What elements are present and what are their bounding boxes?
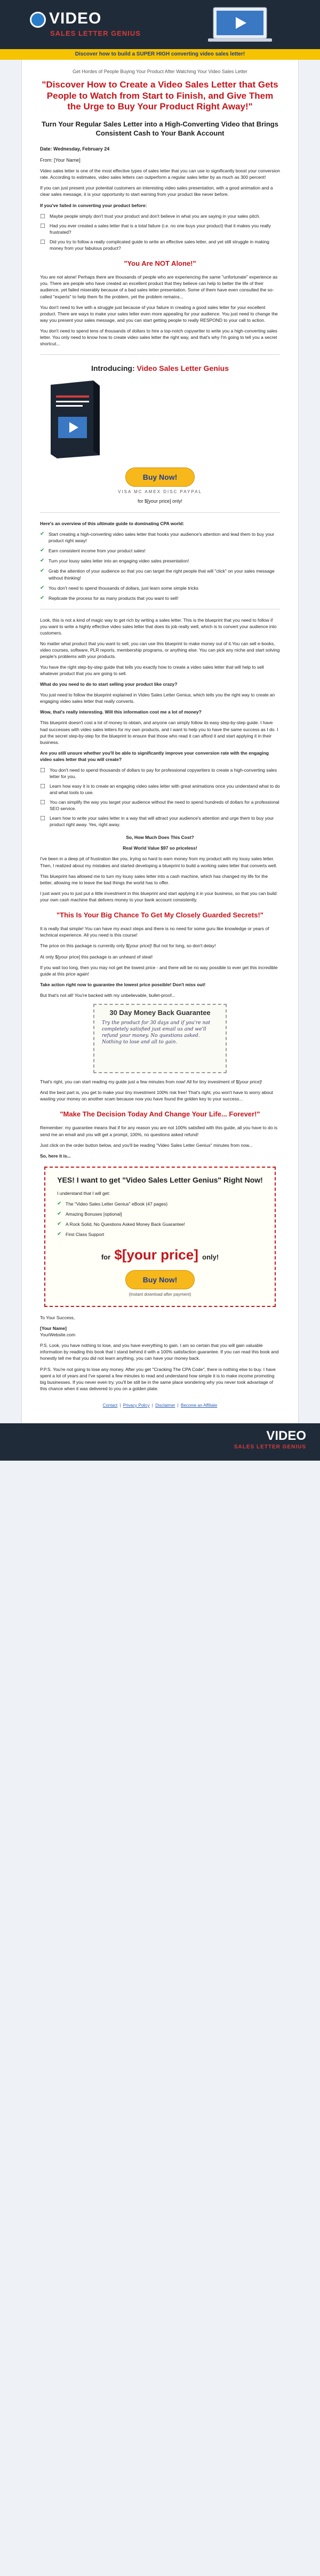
not-alone-paragraph-3: You don't need to spend tens of thousands of dollars to hire a top-notch copywriter to write you a high-converting sales letter. You only need to know how to create video sales letter the right way, and that's why I'm going to tell you a secret shortcut... <box>40 328 277 346</box>
pre-headline: Get Hordes of People Buying Your Product After Watching Your Video Sales Letter <box>73 69 247 74</box>
list-item: ✔ Earn consistent income from your product sales! <box>40 548 280 554</box>
guarded-paragraph-2: The price on this package is currently only $[your price]! But not for long, so don't delay! <box>40 943 216 949</box>
list-item: ✔ Replicate the process for as many products that you want to sell! <box>40 595 280 601</box>
introducing-heading: Introducing: Video Sales Letter Genius <box>91 363 229 372</box>
intro-paragraph-1: Video sales letter is one of the most effective types of sales letter that you can use to significantly boost your conversion rate. According to estimates, video sales letters can outperform a regular sales letter by as much as 300 percent! <box>40 168 280 180</box>
footer-link-disclaimer[interactable]: Disclaimer <box>155 1402 175 1408</box>
decision-paragraph-3: So, here it is... <box>40 1153 71 1159</box>
top-banner-strip: Discover how to build a SUPER HIGH converting video sales letter! <box>0 49 320 60</box>
body-paragraph-3: You have the right step-by-step guide that tells you exactly how to create a video sales letter that will help to sell whatever product that you are going to sell. <box>40 664 264 677</box>
page-header <box>0 0 320 49</box>
guarded-paragraph-1: It is really that simple! You can have my exact steps and there is no need for some guru like knowledge or years of technical experience. All you need is this course! <box>40 926 269 938</box>
list-item: ☐ Maybe people simply don't trust your product and don't believe in what you are saying in your sales pitch. <box>40 213 280 219</box>
body-question-2: Are you still unsure whether you'll be able to significantly improve your conversion rate with the engaging video sales letter that you will create? <box>40 750 269 762</box>
ps-paragraph: P.S. Look, you have nothing to lose, and you have everything to gain. I am so certain that you will gain valuable information by reading this book that I stand behind it with a 100% satisfaction guarantee. If you can read this book and honestly tell me that you did not learn anything, you can have your money back. <box>40 1343 279 1361</box>
main-headline: "Discover How to Create a Video Sales Letter that Gets People to Watch from Start to Finish, and Give Them the Urge to Buy Your Product Right Away!" <box>42 79 278 112</box>
list-item: ☐ You can simplify the way you target your audience without the need to spend hundreds of dollars for a professional SEO service. <box>40 799 280 812</box>
list-item: ✔ Amazing Bonuses [optional] <box>57 1211 263 1217</box>
money-back-guarantee-card <box>93 1004 227 1073</box>
footer-links: Contact | Privacy Policy | Disclaimer | Become an Affiliate <box>102 1402 218 1408</box>
fail-list <box>40 213 280 251</box>
price-line: for $[your price] only! <box>137 498 183 504</box>
guarded-paragraph-7: That's right, you can start reading my guide just a few minutes from now! All for tiny investment of $[your price]! <box>40 1079 262 1084</box>
order-price: for $[your price] only! <box>101 1246 219 1263</box>
body-wow: Wow, that's really interesting. Will this information cost me a lot of money? <box>40 709 202 715</box>
buy-now-button[interactable]: Buy Now! <box>125 467 195 487</box>
guarded-paragraph-8: And the best part is, you get to make your tiny investment 100% risk free! That's right, you won't have to worry about wasting your money on another scam because now you have found the golden key to your success... <box>40 1089 273 1101</box>
footer-logo: VIDEO SALES LETTER GENIUS <box>234 1429 306 1451</box>
footer-link-privacy[interactable]: Privacy Policy <box>123 1402 150 1408</box>
list-item: ☐ Learn how easy it is to create an engaging video sales letter with great animations once you understand what to do and what tools to use. <box>40 783 280 796</box>
guarantee-text: Try the product for 30 days and if you're not completely satisfied just email us and we'll refund your money. No questions asked. Nothing to lose and all to gain. <box>102 1020 211 1045</box>
play-icon <box>30 12 46 28</box>
decision-heading: "Make The Decision Today And Change Your Life... Forever!" <box>60 1110 260 1118</box>
body-paragraph-6: I've been in a deep pit of frustration like you, trying so hard to earn money from my product with my lousy sales letter. Then, I realized about my mistakes and started developing a blueprint to build a working sales letter that converts well. <box>40 856 277 868</box>
not-alone-heading: "You Are NOT Alone!" <box>124 259 196 267</box>
guarded-paragraph-3: At only $[your price] this package is an unheard of steal! <box>40 954 153 960</box>
guarded-paragraph-6: But that's not all! You're backed with my unbelievable, bullet-proof... <box>40 992 175 998</box>
order-items-list <box>57 1201 263 1238</box>
list-item: ☐ Did you try to follow a really complicated guide to write an effective sales letter, and yet still struggle in making money from your fabulous product? <box>40 239 280 251</box>
list-item: ✔ Turn your lousy sales letter into an engaging video sales presentation! <box>40 558 280 564</box>
laptop-illustration-icon <box>197 4 283 45</box>
signoff-name: [Your Name] <box>40 1326 67 1331</box>
body-paragraph-5: This blueprint doesn't cost a lot of money to obtain, and anyone can simply follow its easy step-by-step guide. I have had successes with video sales letters for my own products, and I want to help you to have the same success as I do. I put the secret step-by-step for the blueprint to ensure that those who read it can afford it and start applying it in their business. <box>40 720 278 745</box>
footer-link-contact[interactable]: Contact <box>102 1402 118 1408</box>
order-box <box>44 1167 276 1307</box>
signoff-site: YourWebsite.com <box>40 1332 76 1338</box>
sales-letter-body <box>21 60 299 1423</box>
list-item: ✔ Start creating a high-converting video sales letter that hooks your audience's attention and lead them to buy your product right away! <box>40 531 280 544</box>
divider <box>40 354 280 355</box>
pps-paragraph: P.P.S. You're not going to lose any money. After you get "Cracking The CPA Code", there is nothing else to buy. I have spent a lot of years and I've spared a few minutes to read and understand how simple it is to make income promoting big businesses. If you never even try, you'll be still be in the same place wondering why you never took advantage of this chance when it was delivered to you on a golden plate. <box>40 1366 276 1391</box>
list-item: ✔ A Rock Solid, No Questions Asked Money Back Guarantee! <box>57 1221 263 1227</box>
list-item: ☐ You don't need to spend thousands of dollars to pay for professional copywriters to create a high-converting sales letter for you. <box>40 767 280 780</box>
guarded-secrets-heading: "This Is Your Big Chance To Get My Closely Guarded Secrets!" <box>57 910 263 919</box>
body-paragraph-1: Look, this is not a kind of magic way to get rich by writing a sales letter. This is the blueprint that you need to follow if you want to write a highly effective video sales letter that does its job really well, which is to convert your audience into customers. <box>40 617 277 636</box>
list-item: ☐ Had you ever created a sales letter that is a total failure (i.e. no one buys your product) that it makes you really frustrated? <box>40 223 280 235</box>
decision-paragraph-2: Just click on the order button below, and you'll be reading "Video Sales Letter Genius" minutes from now... <box>40 1142 253 1148</box>
date-line: Date: Wednesday, February 24 <box>40 146 110 152</box>
body-paragraph-7: This blueprint has allowed me to turn my lousy sales letter into a cash machine, which has changed my life for the better, allowing me to leave the bad things the world has to offer. <box>40 873 268 885</box>
guarded-paragraph-5: Take action right now to guarantee the lowest price possible! Don't miss out! <box>40 981 206 987</box>
order-buy-now-button[interactable]: Buy Now! <box>125 1270 195 1289</box>
body-question-1: What do you need to do to start selling your product like crazy? <box>40 681 178 687</box>
body-paragraph-2: No matter what product that you want to sell, you can use this blueprint to make money out of it.You can sell e-books, video courses, software, PLR reports, membership programs, or anything else. You can pick any niche and start solving people's problems with your products. <box>40 640 280 660</box>
sub-headline: Turn Your Regular Sales Letter into a High-Converting Video that Brings Consistent Cash to Your Bank Account <box>42 120 278 137</box>
not-alone-paragraph-2: You don't need to live with a struggle just because of your failure in creating a good sales letter for your excellent product. There are ways to make your sales letter even more appealing for your audience. You just need to change the way you present your sales message, and you can start getting people to really RESPOND to your call to action. <box>40 304 278 323</box>
real-world-value: Real World Value $97 so priceless! <box>123 845 197 851</box>
body-paragraph-4: You just need to follow the blueprint explained in Video Sales Letter Genius, which tells you the right way to create an engaging video sales letter that really converts. <box>40 692 275 704</box>
footer-link-affiliate[interactable]: Become an Affiliate <box>180 1402 218 1408</box>
list-item: ☐ Learn how to write your sales letter in a way that will attract your audience's attention and urge them to buy your product right away. Yes, right away. <box>40 815 280 828</box>
order-understand: I understand that I will get: <box>57 1190 110 1196</box>
guarantee-title: 30 Day Money Back Guarantee <box>109 1008 211 1017</box>
benefits-lead: Here's an overview of this ultimate guide to dominating CPA world: <box>40 521 185 527</box>
list-item: ✔ Grab the attention of your audience so that you can target the right people that will "click" on your sales message without thinking! <box>40 568 280 581</box>
intro-paragraph-3: If you've failed in converting your product before: <box>40 202 147 208</box>
divider <box>40 512 280 513</box>
order-heading: YES! I want to get "Video Sales Letter Genius" Right Now! <box>57 1175 263 1184</box>
benefits-list <box>40 531 280 601</box>
body-paragraph-8: I just want you to just put a little investment in this blueprint and start applying it in your business, so that you can build your own cash machine that delivers money to your bank account consistently. <box>40 890 277 902</box>
guarded-paragraph-4: If you wait too long, then you may not get the lowest price - and there will be no way possible to ever get this incredible guide at this price again! <box>40 964 278 977</box>
header-logo: VIDEO <box>49 10 102 27</box>
order-note: (Instant download after payment) <box>129 1291 191 1297</box>
decision-paragraph-1: Remember: my guarantee means that if for any reason you are not 100% satisfied with this guide, all you have to do is send me an email and you will get a prompt, 100%, no questions asked refund! <box>40 1125 278 1137</box>
from-line: From: [Your Name] <box>40 157 81 163</box>
page-footer <box>0 1423 320 1461</box>
list-item: ✔ First Class Support <box>57 1231 263 1238</box>
signoff-1: To Your Success, <box>40 1315 75 1321</box>
how-much-heading: So, How Much Does This Cost? <box>126 835 194 841</box>
header-logo-sub: SALES LETTER GENIUS <box>50 29 141 37</box>
product-box-icon <box>40 379 109 459</box>
not-alone-paragraph-1: You are not alone! Perhaps there are thousands of people who are experiencing the same "unfortunate" experience as you. There are people who have created an excellent product that they believe can help to better the life of their audience, yet failed miserably because of a bad sales letter presentation. Some of them have even consulted the so-called "experts" to help them fix the problem, yet the problem remains... <box>40 274 278 299</box>
list-item: ✔ The "Video Sales Letter Genius" eBook (47 pages) <box>57 1201 263 1207</box>
payment-cards-icon: VISA MC AMEX DISC PAYPAL <box>118 489 202 495</box>
intro-paragraph-2: If you can just present your potential customers an interesting video sales presentation, with a good animation and a clear sales message, it is your opportunity to start earning from your product like never before. <box>40 185 273 197</box>
list-item: ✔ You don't need to spend thousands of dollars, just learn some simple tricks <box>40 585 280 591</box>
condition-list <box>40 767 280 828</box>
